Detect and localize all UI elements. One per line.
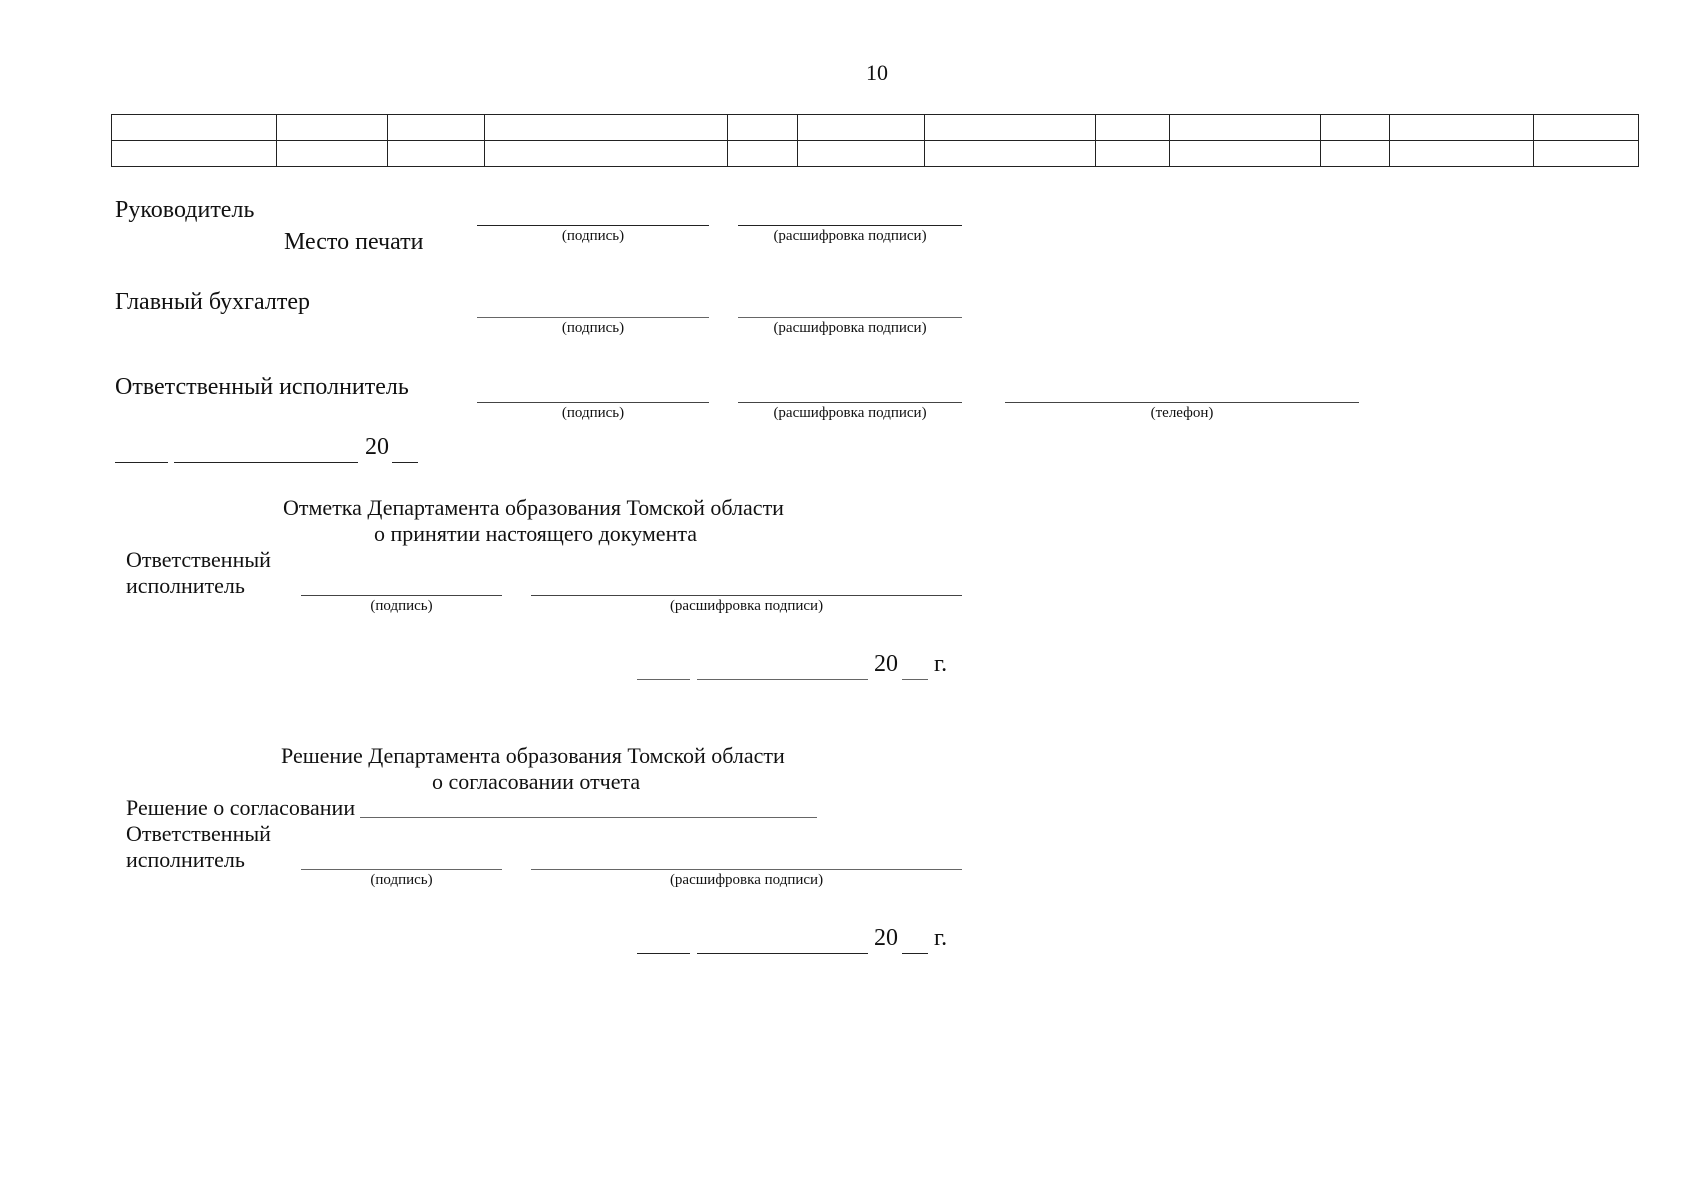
table-cell — [1390, 141, 1534, 167]
decision-date-year-line[interactable] — [902, 953, 928, 954]
table-cell — [112, 115, 277, 141]
acceptance-decode-caption: (расшифровка подписи) — [669, 598, 824, 614]
executor-signature-line[interactable] — [477, 402, 709, 403]
table-cell — [1534, 141, 1639, 167]
accountant-decode-line[interactable] — [738, 317, 962, 318]
acceptance-date-month-line[interactable] — [697, 679, 868, 680]
table-cell — [1170, 141, 1321, 167]
table-cell — [1170, 115, 1321, 141]
table-cell — [485, 115, 728, 141]
table-cell — [728, 115, 798, 141]
table-cell — [1096, 115, 1170, 141]
date-year-line[interactable] — [392, 462, 418, 463]
acceptance-date-year-prefix: 20 — [874, 651, 898, 677]
table-row — [112, 115, 1639, 141]
acceptance-title-line1: Отметка Департамента образования Томской области — [283, 495, 784, 520]
table-cell — [925, 115, 1096, 141]
acceptance-sign-caption: (подпись) — [370, 598, 433, 614]
acceptance-signature-line[interactable] — [301, 595, 502, 596]
decision-sign-caption: (подпись) — [370, 872, 433, 888]
table-cell — [798, 115, 925, 141]
executor-label: Ответственный исполнитель — [115, 374, 409, 400]
head-signature-line[interactable] — [477, 225, 709, 226]
executor-decode-caption: (расшифровка подписи) — [773, 405, 927, 421]
data-table — [111, 114, 1639, 167]
table-cell — [1321, 141, 1390, 167]
table-cell — [277, 115, 388, 141]
table-cell — [112, 141, 277, 167]
stamp-label: Место печати — [284, 229, 424, 255]
acceptance-date-year-line[interactable] — [902, 679, 928, 680]
table-cell — [1321, 115, 1390, 141]
accountant-sign-caption: (подпись) — [561, 320, 625, 336]
table-cell — [388, 141, 485, 167]
table-cell — [388, 115, 485, 141]
decision-date-day-line[interactable] — [637, 953, 690, 954]
executor-phone-caption: (телефон) — [1150, 405, 1214, 421]
head-decode-line[interactable] — [738, 225, 962, 226]
table-cell — [728, 141, 798, 167]
decision-signature-line[interactable] — [301, 869, 502, 870]
date-month-line[interactable] — [174, 462, 358, 463]
table-cell — [485, 141, 728, 167]
table-cell — [277, 141, 388, 167]
decision-executor-line2: исполнитель — [126, 847, 245, 872]
head-label: Руководитель — [115, 197, 255, 223]
acceptance-title-line2: о принятии настоящего документа — [374, 521, 697, 546]
decision-decode-line[interactable] — [531, 869, 962, 870]
acceptance-date-suffix: г. — [934, 651, 948, 677]
acceptance-date-day-line[interactable] — [637, 679, 690, 680]
head-sign-caption: (подпись) — [561, 228, 625, 244]
acceptance-decode-line[interactable] — [531, 595, 962, 596]
date-year-prefix: 20 — [365, 434, 389, 460]
chief-accountant-label: Главный бухгалтер — [115, 289, 310, 315]
date-day-line[interactable] — [115, 462, 168, 463]
decision-value-line[interactable] — [360, 817, 817, 818]
decision-date-suffix: г. — [934, 925, 948, 951]
acceptance-executor-line1: Ответственный — [126, 547, 271, 572]
table-cell — [1534, 115, 1639, 141]
accountant-signature-line[interactable] — [477, 317, 709, 318]
executor-phone-line[interactable] — [1005, 402, 1359, 403]
table-cell — [1096, 141, 1170, 167]
decision-executor-line1: Ответственный — [126, 821, 271, 846]
head-decode-caption: (расшифровка подписи) — [773, 228, 927, 244]
decision-label: Решение о согласовании — [126, 795, 356, 820]
page-number: 10 — [866, 60, 888, 85]
table-row — [112, 141, 1639, 167]
decision-decode-caption: (расшифровка подписи) — [669, 872, 824, 888]
decision-title-line1: Решение Департамента образования Томской области — [281, 743, 785, 768]
table-cell — [1390, 115, 1534, 141]
acceptance-executor-line2: исполнитель — [126, 573, 245, 598]
table-cell — [798, 141, 925, 167]
table-cell — [925, 141, 1096, 167]
accountant-decode-caption: (расшифровка подписи) — [773, 320, 927, 336]
decision-date-month-line[interactable] — [697, 953, 868, 954]
executor-decode-line[interactable] — [738, 402, 962, 403]
decision-date-year-prefix: 20 — [874, 925, 898, 951]
decision-title-line2: о согласовании отчета — [432, 769, 641, 794]
executor-sign-caption: (подпись) — [561, 405, 625, 421]
